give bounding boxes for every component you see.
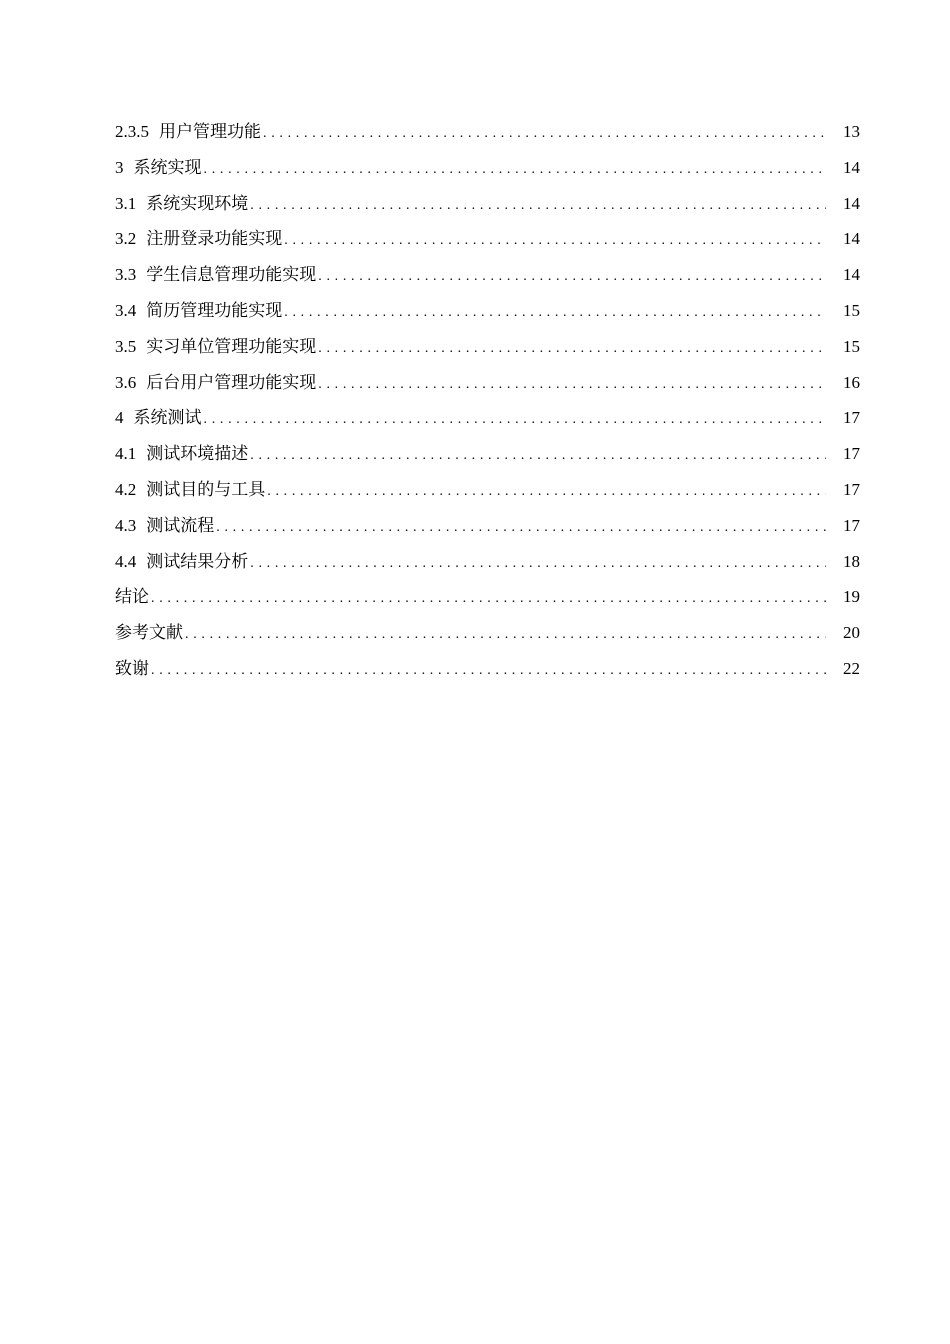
toc-entry[interactable]	[115, 329, 860, 365]
toc-dot-leader	[185, 617, 826, 653]
toc-entry-title: 致谢	[115, 658, 149, 678]
toc-entry-page: 15	[843, 336, 860, 356]
toc-entry[interactable]	[115, 365, 860, 401]
toc-entry-page: 13	[843, 122, 860, 141]
toc-entry-title: 测试环境描述	[146, 444, 249, 464]
toc-dot-leader	[250, 438, 826, 474]
toc-dot-leader	[318, 331, 826, 367]
toc-entry-number: 4.2	[115, 479, 137, 499]
toc-entry-page: 19	[843, 587, 860, 607]
toc-entry-number: 3.6	[115, 372, 137, 392]
toc-dot-leader	[318, 367, 826, 403]
toc-entry-title: 系统测试	[133, 408, 202, 428]
toc-dot-leader	[250, 188, 826, 224]
toc-entry-title: 系统实现	[133, 157, 202, 177]
toc-entry[interactable]	[115, 400, 860, 436]
toc-dot-leader	[250, 546, 826, 582]
toc-entry-title: 实习单位管理功能实现	[146, 336, 317, 356]
toc-entry[interactable]	[115, 114, 860, 150]
toc-entry-number: 3.2	[115, 229, 137, 249]
toc-entry[interactable]	[115, 150, 860, 186]
toc-entry[interactable]	[115, 544, 860, 580]
toc-entry-page: 17	[843, 408, 860, 428]
toc-entry-number: 4.4	[115, 551, 137, 571]
toc-entry-title: 结论	[115, 587, 149, 607]
toc-entry-page: 20	[843, 623, 860, 643]
toc-entry-number: 3.1	[115, 193, 137, 213]
toc-entry-page: 17	[843, 515, 860, 535]
toc-entry[interactable]	[115, 651, 860, 687]
toc-entry-number: 3.3	[115, 265, 137, 285]
toc-entry[interactable]	[115, 472, 860, 508]
toc-dot-leader	[263, 116, 826, 152]
toc-dot-leader	[204, 152, 827, 188]
toc-entry[interactable]	[115, 436, 860, 472]
toc-dot-leader	[151, 653, 826, 689]
toc-entry-title: 简历管理功能实现	[146, 300, 283, 320]
table-of-contents	[115, 114, 860, 687]
toc-entry-number: 4.1	[115, 444, 137, 464]
toc-entry-title: 测试目的与工具	[146, 479, 266, 499]
toc-entry-title: 系统实现环境	[146, 193, 249, 213]
toc-entry[interactable]	[115, 257, 860, 293]
toc-dot-leader	[151, 581, 826, 617]
toc-dot-leader	[204, 402, 827, 438]
toc-entry-page: 17	[843, 444, 860, 464]
toc-entry-number: 3	[115, 157, 124, 177]
toc-entry[interactable]	[115, 615, 860, 651]
toc-entry[interactable]	[115, 293, 860, 329]
toc-entry-page: 14	[843, 157, 860, 177]
toc-dot-leader	[318, 259, 826, 295]
toc-entry-title: 后台用户管理功能实现	[146, 372, 317, 392]
toc-entry[interactable]	[115, 579, 860, 615]
toc-entry[interactable]	[115, 221, 860, 257]
toc-entry-page: 17	[843, 479, 860, 499]
toc-entry-page: 18	[843, 551, 860, 571]
toc-entry-page: 22	[843, 658, 860, 678]
toc-entry-number: 3.5	[115, 336, 137, 356]
toc-entry-title: 注册登录功能实现	[146, 229, 283, 249]
toc-dot-leader	[284, 295, 826, 331]
toc-entry-page: 16	[843, 372, 860, 392]
toc-dot-leader	[267, 474, 826, 510]
toc-entry-page: 14	[843, 229, 860, 249]
toc-entry-page: 15	[843, 300, 860, 320]
toc-dot-leader	[284, 223, 826, 259]
toc-entry-number: 2.3.5	[115, 122, 149, 141]
toc-entry[interactable]	[115, 508, 860, 544]
toc-entry[interactable]	[115, 186, 860, 222]
toc-dot-leader	[216, 510, 826, 546]
toc-entry-number: 4	[115, 408, 124, 428]
toc-entry-page: 14	[843, 265, 860, 285]
toc-entry-title: 参考文献	[115, 623, 183, 643]
toc-entry-title: 测试流程	[146, 515, 215, 535]
toc-entry-title: 测试结果分析	[146, 551, 249, 571]
toc-entry-title: 用户管理功能	[159, 122, 261, 141]
toc-entry-number: 4.3	[115, 515, 137, 535]
toc-entry-number: 3.4	[115, 300, 137, 320]
toc-entry-page: 14	[843, 193, 860, 213]
toc-entry-title: 学生信息管理功能实现	[146, 265, 317, 285]
